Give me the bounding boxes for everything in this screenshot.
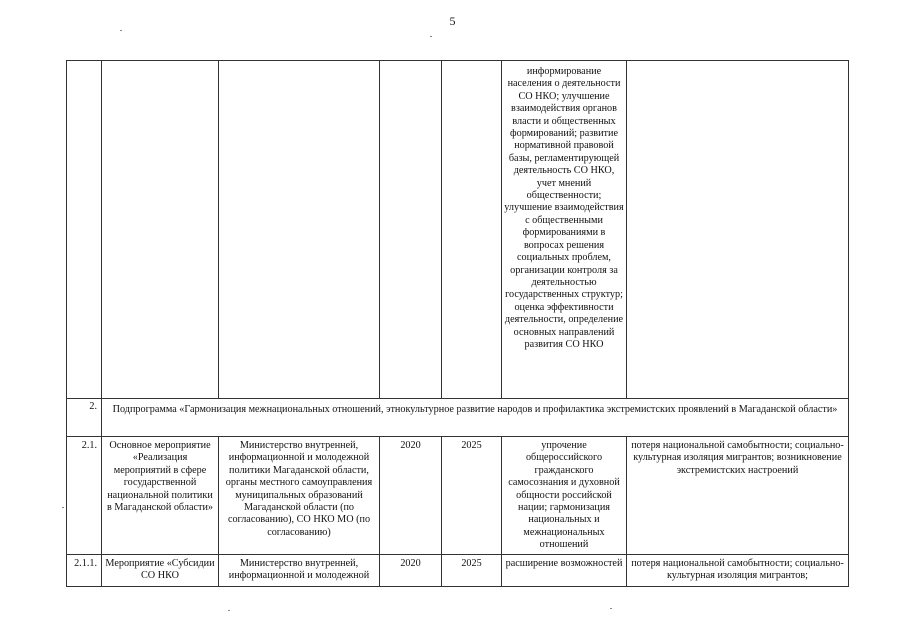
cell-num: 2.1.1. (67, 554, 102, 586)
cell-num (67, 61, 102, 399)
cell-executor (219, 61, 380, 399)
cell-name: Мероприятие «Субсидии СО НКО (102, 554, 219, 586)
cell-start: 2020 (380, 554, 442, 586)
cell-result: упрочение общероссийского гражданского самосознания и духовной общности российской нации; гармонизация национальных и межнациональных отношений (502, 437, 627, 555)
scan-speck (62, 507, 64, 508)
table-row (67, 61, 849, 399)
scan-speck (430, 36, 432, 37)
cell-start (380, 61, 442, 399)
cell-name (102, 61, 219, 399)
table-row (67, 399, 849, 437)
cell-name: Основное мероприятие «Реализация мероприятий в сфере государственной национальной политики в Магаданской области» (102, 437, 219, 555)
cell-consequences: потеря национальной самобытности; социально-культурная изоляция мигрантов; возникновение экстремистских настроений (627, 437, 849, 555)
cell-start: 2020 (380, 437, 442, 555)
subprogram-title: Подпрограмма «Гармонизация межнациональных отношений, этнокультурное развитие народов и профилактика экстремистских проявлений в Магаданской области» (102, 399, 849, 437)
scan-speck (228, 610, 230, 611)
cell-consequences: потеря национальной самобытности; социально-культурная изоляция мигрантов; (627, 554, 849, 586)
program-table (66, 60, 849, 587)
cell-executor: Министерство внутренней, информационной и молодежной политики Магаданской области, органы местного самоуправления муниципальных образований Магаданской области (по согласованию), СО НКО МО (по согласованию) (219, 437, 380, 555)
table-row (67, 437, 849, 555)
cell-result: расширение возможностей (502, 554, 627, 586)
scan-speck (120, 30, 122, 31)
cell-num: 2. (67, 399, 102, 437)
cell-end: 2025 (442, 437, 502, 555)
cell-consequences (627, 61, 849, 399)
cell-executor: Министерство внутренней, информационной и молодежной (219, 554, 380, 586)
cell-end: 2025 (442, 554, 502, 586)
page-number: 5 (449, 14, 456, 28)
cell-result: информирование населения о деятельности СО НКО; улучшение взаимодействия органов власти и общественных формирований; развитие нормативной правовой базы, регламентирующей деятельность СО НКО, учет мнений общественности; улучшение взаимодействия с общественными формированиями в вопросах решения социальных проблем, организации контроля за деятельностью государственных структур; оценка эффективности деятельности, определение основных направлений развития СО НКО (502, 61, 627, 399)
scan-speck (610, 608, 612, 609)
cell-num: 2.1. (67, 437, 102, 555)
table-row (67, 554, 849, 586)
cell-end (442, 61, 502, 399)
